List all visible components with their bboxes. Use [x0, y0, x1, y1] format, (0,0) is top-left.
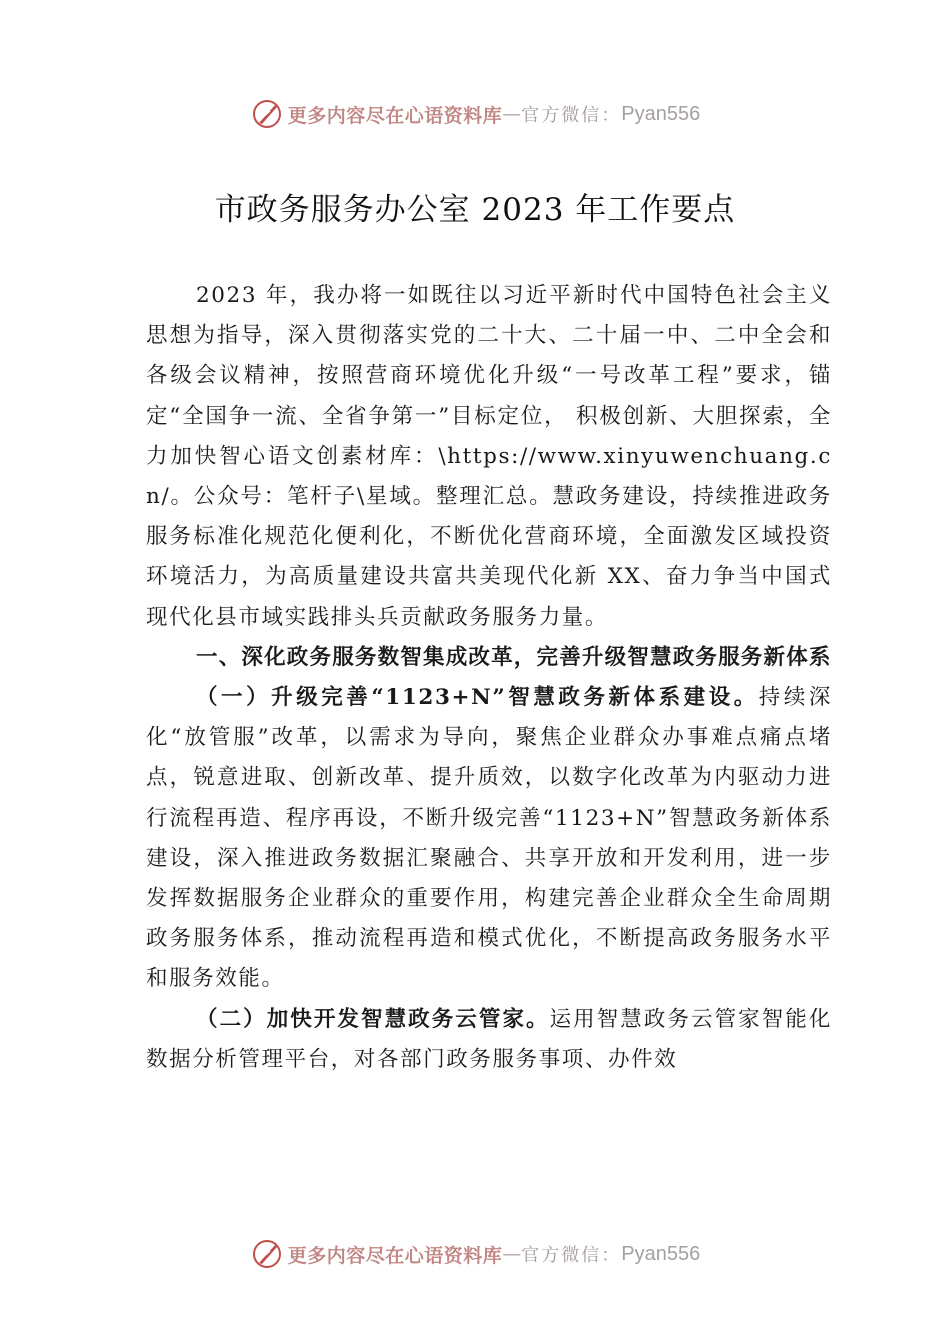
intro-paragraph: 2023 年，我办将一如既往以习近平新时代中国特色社会主义思想为指导，深入贯彻落实党的二十大、二十届一中、二中全会和各级会议精神，按照营商环境优化升级“一号改革工程”要求，锚定“全国争一流、全省争第一”目标定位， 积极创新、大胆探索，全力加快智心语文创素材库：\https://www.xinyuwenchuang.cn/。公众号：笔杆子\星域。整理汇总。慧政务建设，持续推进政务服务标准化规范化便利化，不断优化营商环境，全面激发区域投资环境活力，为高质量建设共富共美现代化新 XX、奋力争当中国式现代化县市域实践排头兵贡献政务服务力量。 [146, 283, 832, 630]
item-1-label: （一）升级完善“1123+N”智慧政务新体系建设。 [196, 685, 759, 711]
section-heading-1: 一、深化政务服务数智集成改革，完善升级智慧政务服务新体系 [196, 644, 832, 670]
document-title: 市政务服务办公室 2023 年工作要点 [214, 192, 736, 228]
quill-logo-icon [250, 1237, 284, 1271]
item-2-paragraph [146, 1000, 832, 1080]
watermark-text: 更多内容尽在心语资料库 [287, 1244, 503, 1267]
watermark-text: 更多内容尽在心语资料库 [287, 104, 503, 127]
watermark-dash: — [502, 1243, 522, 1265]
document-body [146, 276, 832, 1080]
watermark-dash: — [502, 103, 522, 125]
item-2-text: 运用智慧政务云管家智能化数据分析管理平台，对各部门政务服务事项、办件效 [146, 1006, 832, 1072]
watermark-label: 官方微信： [521, 1245, 622, 1266]
item-1-text: 持续深化“放管服”改革，以需求为导向，聚焦企业群众办事难点痛点堵点，锐意进取、创新改革、提升质效，以数字化改革为内驱动力进行流程再造、程序再设，不断升级完善“1123+N”智慧政务新体系建设，深入推进政务数据汇聚融合、共享开放和开发利用，进一步发挥数据服务企业群众的重要作用，构建完善企业群众全生命周期政务服务体系，推动流程再造和模式优化，不断提高政务服务水平和服务效能。 [146, 685, 832, 992]
watermark-wechat-id: Pyan556 [621, 1242, 701, 1265]
quill-logo-icon [250, 97, 284, 131]
item-2-label: （二）加快开发智慧政务云管家。 [196, 1006, 550, 1032]
watermark-banner-top [0, 94, 950, 134]
item-1-paragraph [146, 678, 832, 1000]
watermark-wechat-id: Pyan556 [621, 102, 701, 125]
watermark-banner-bottom [0, 1234, 950, 1274]
watermark-label: 官方微信： [521, 105, 622, 126]
